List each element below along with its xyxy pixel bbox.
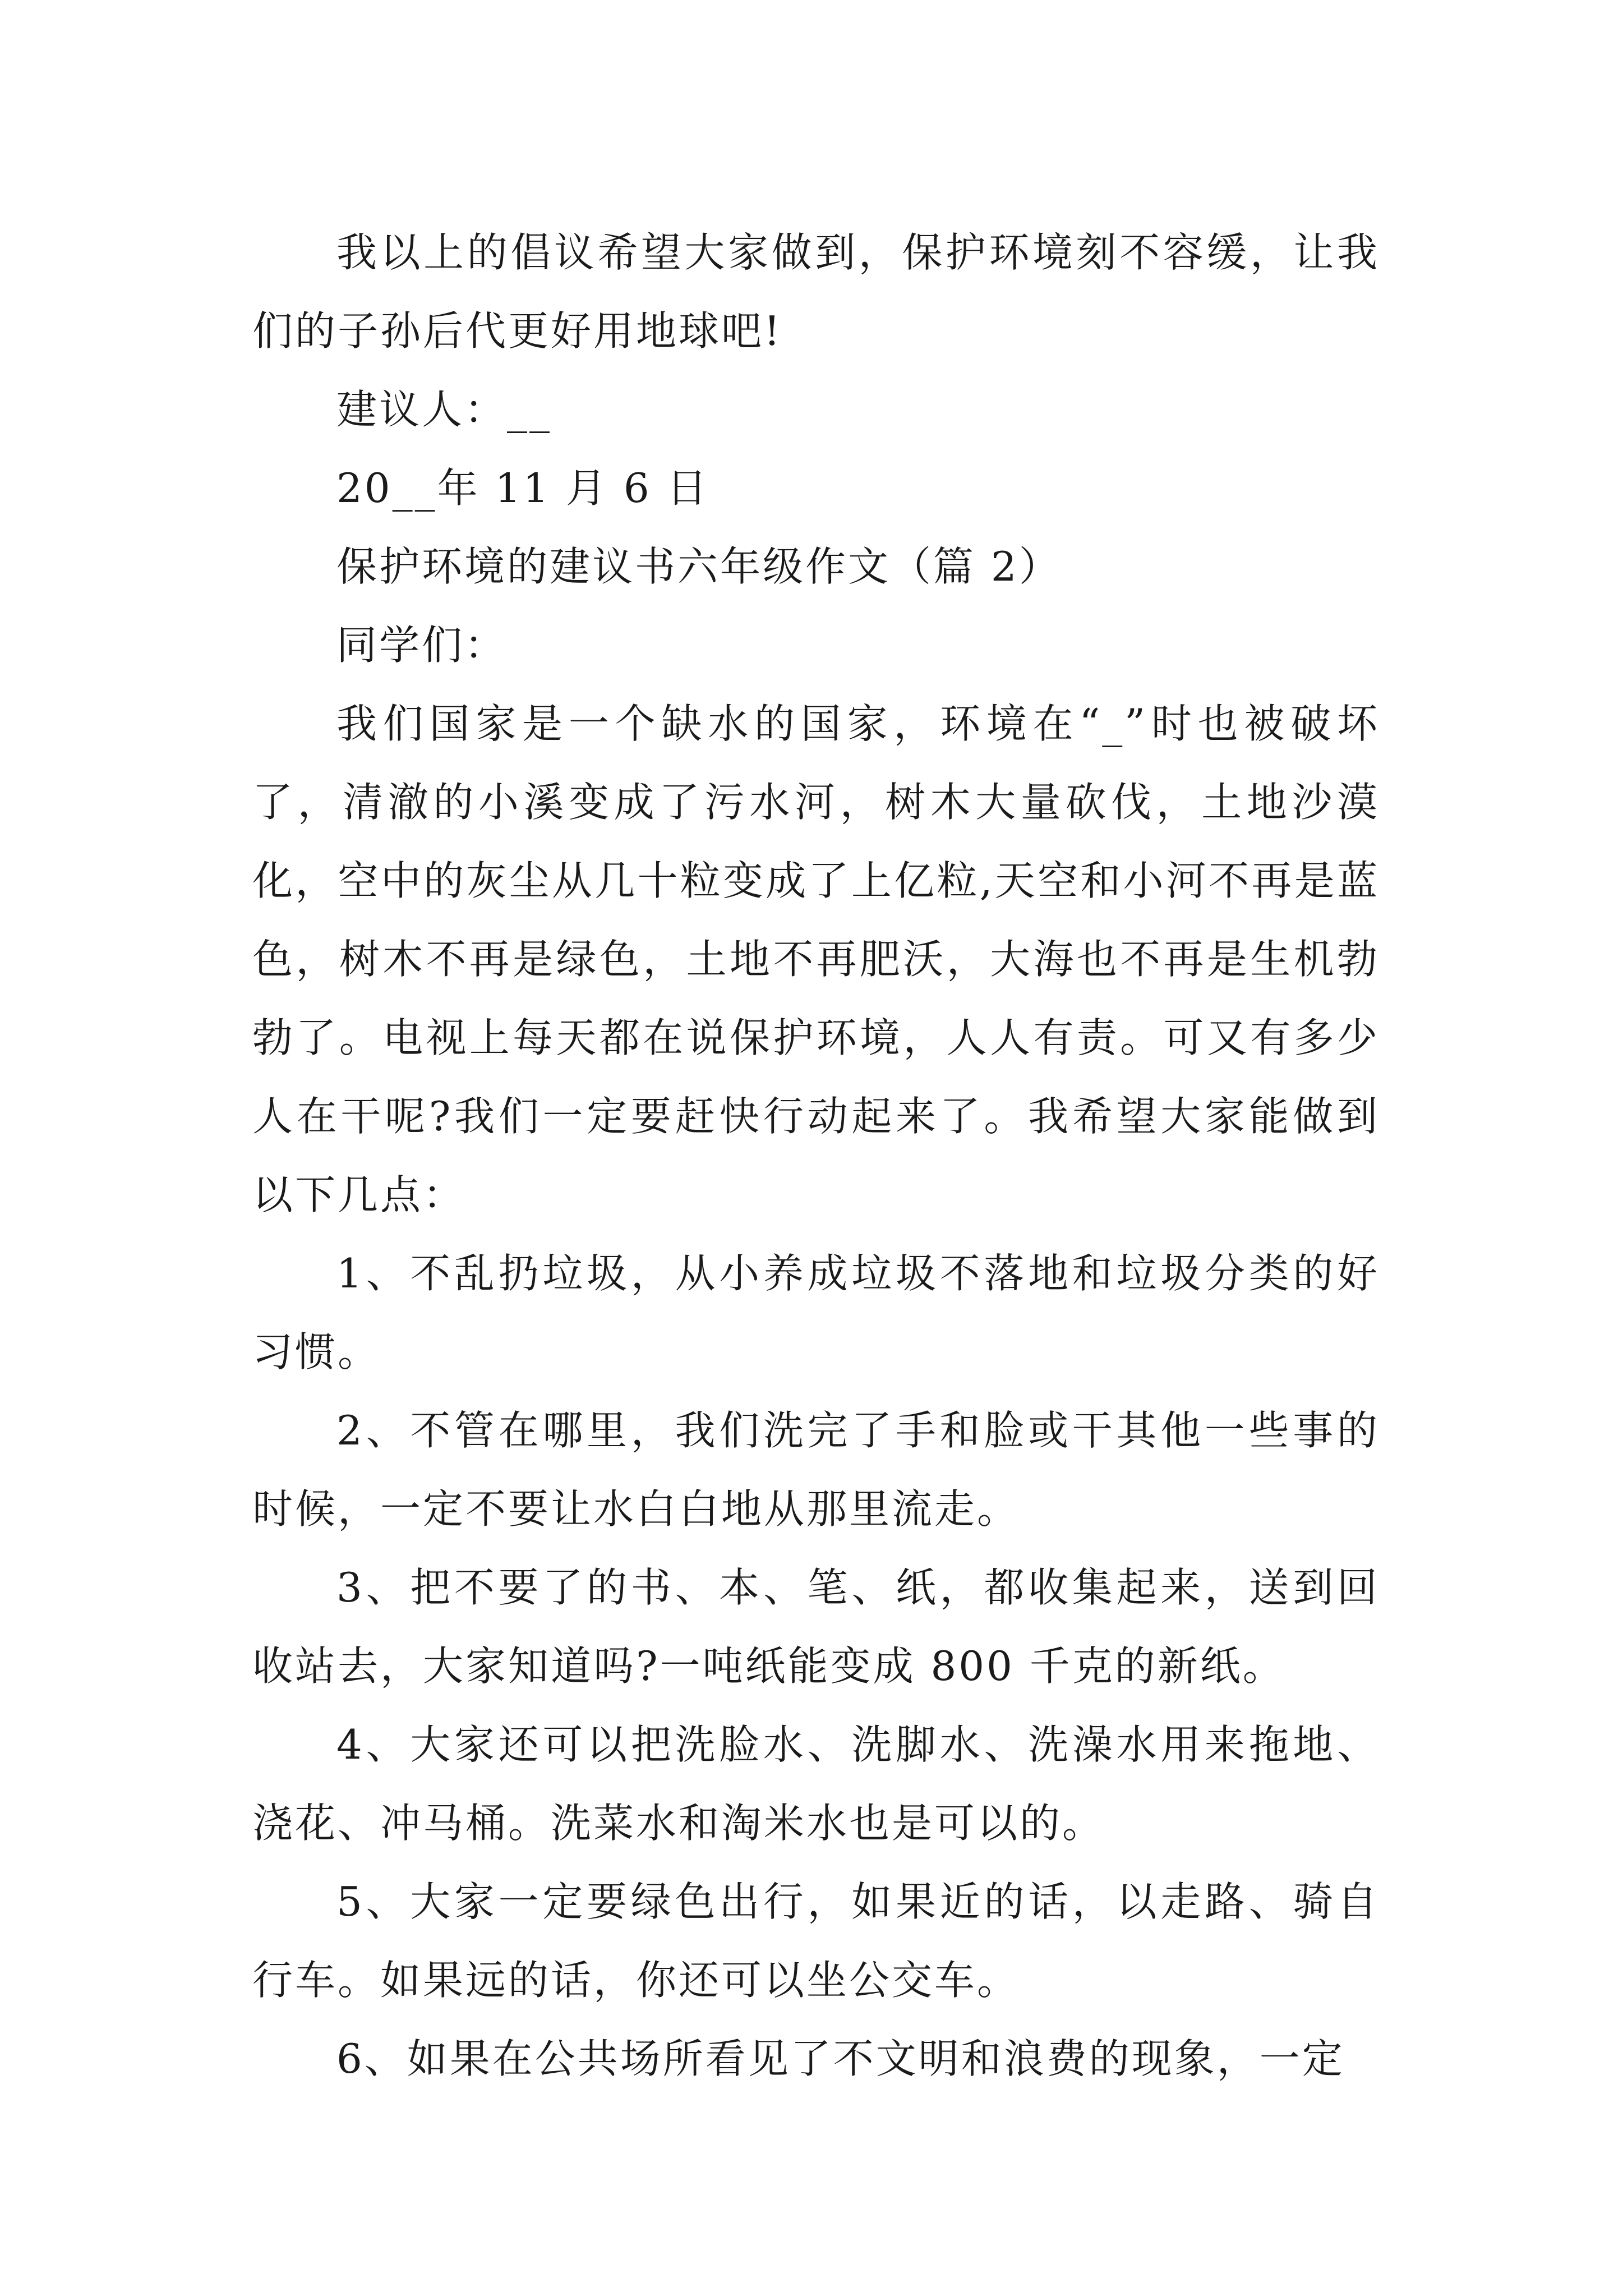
greeting: 同学们： — [336, 622, 508, 669]
essay-title: 保护环境的建议书六年级作文（篇 2） — [336, 543, 1062, 590]
closing-paragraph: 我以上的倡议希望大家做到，保护环境刻不容缓，让我们的子孙后代更好用地球吧! — [252, 229, 1380, 355]
list-item-1: 1、不乱扔垃圾，从小养成垃圾不落地和垃圾分类的好习惯。 — [252, 1250, 1380, 1375]
document-body — [252, 213, 1380, 2098]
list-item-5: 5、大家一定要绿色出行，如果近的话，以走路、骑自行车。如果远的话，你还可以坐公交车。 — [252, 1878, 1380, 2004]
list-item-2: 2、不管在哪里，我们洗完了手和脸或干其他一些事的时候，一定不要让水白白地从那里流走。 — [252, 1407, 1380, 1533]
signer-line: 建议人：__ — [336, 386, 552, 433]
list-item-4: 4、大家还可以把洗脸水、洗脚水、洗澡水用来拖地、浇花、冲马桶。洗菜水和淘米水也是可以的。 — [252, 1721, 1380, 1847]
list-item-6: 6、如果在公共场所看见了不文明和浪费的现象，一定 — [336, 2035, 1345, 2082]
list-item-3: 3、把不要了的书、本、笔、纸，都收集起来，送到回收站去，大家知道吗?一吨纸能变成 800 千克的新纸。 — [252, 1564, 1380, 1690]
intro-paragraph: 我们国家是一个缺水的国家，环境在“_”时也被破坏了，清澈的小溪变成了污水河，树木大量砍伐，土地沙漠化，空中的灰尘从几十粒变成了上亿粒,天空和小河不再是蓝色，树木不再是绿色，土地不再肥沃，大海也不再是生机勃勃了。电视上每天都在说保护环境，人人有责。可又有多少人在干呢?我们一定要赶快行动起来了。我希望大家能做到以下几点： — [252, 700, 1380, 1218]
date-line: 20__年 11 月 6 日 — [336, 464, 709, 512]
